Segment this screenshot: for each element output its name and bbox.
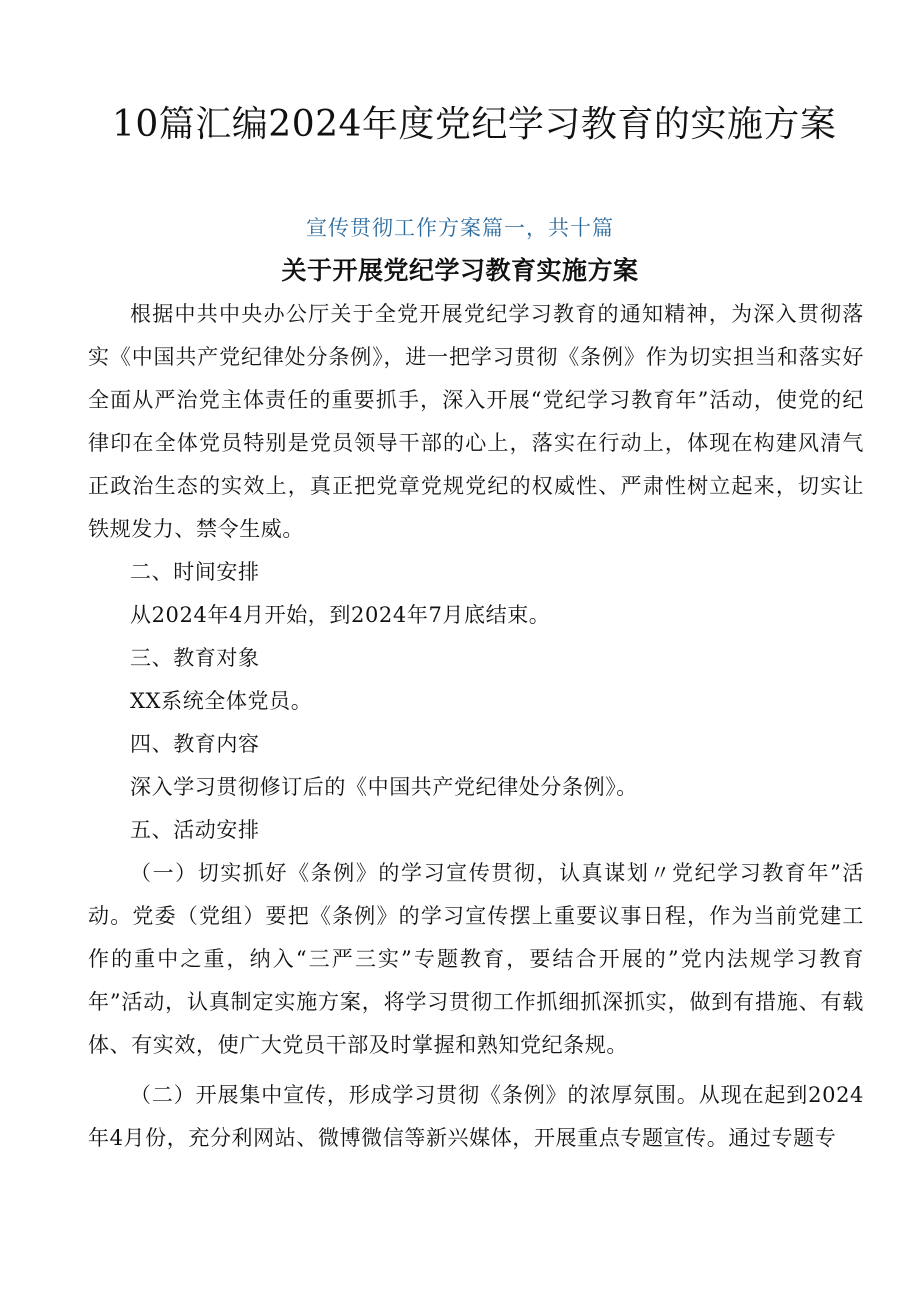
paragraph-content-body: 深入学习贯彻修订后的《中国共产党纪律处分条例》。 bbox=[130, 775, 638, 799]
paragraph-activity-heading: 五、活动安排 bbox=[130, 818, 260, 842]
document-subtitle: 宣传贯彻工作方案篇一，共十篇 bbox=[306, 216, 614, 240]
document-title: 10篇汇编2024年度党纪学习教育的实施方案 bbox=[112, 104, 837, 145]
section-heading: 关于开展党纪学习教育实施方案 bbox=[281, 256, 639, 285]
paragraph-content-heading: 四、教育内容 bbox=[130, 732, 260, 756]
paragraph-time-heading: 二、时间安排 bbox=[130, 560, 260, 584]
paragraph-activity-one: （一）切实抓好《条例》的学习宣传贯彻，认真谋划〃党纪学习教育年”活动。党委（党组）要把《条例》的学习宣传摆上重要议事日程，作为当前党建工作的重中之重，纳入“三严三实”专题教育，要结合开展的”党内法规学习教育年”活动，认真制定实施方案，将学习贯彻工作抓细抓深抓实，做到有措施、有载体、有实效，使广大党员干部及时掌握和熟知党纪条规。 bbox=[88, 861, 864, 1057]
paragraph-target-body: XX系统全体党员。 bbox=[130, 689, 313, 713]
paragraph-time-body: 从2024年4月开始，到2024年7月底结束。 bbox=[130, 603, 551, 627]
paragraph-intro: 根据中共中央办公厅关于全党开展党纪学习教育的通知精神，为深入贯彻落实《中国共产党纪律处分条例》，进一把学习贯彻《条例》作为切实担当和落实好全面从严治党主体责任的重要抓手，深入开展“党纪学习教育年”活动，使党的纪律印在全体党员特别是党员领导干部的心上，落实在行动上，体现在构建风清气正政治生态的实效上，真正把党章党规党纪的权威性、严肃性树立起来，切实让铁规发力、禁令生威。 bbox=[88, 302, 864, 541]
paragraph-target-heading: 三、教育对象 bbox=[130, 646, 260, 670]
paragraph-activity-two: （二）开展集中宣传，形成学习贯彻《条例》的浓厚氛围。从现在起到2024年4月份，充分利网站、微博微信等新兴媒体，开展重点专题宣传。通过专题专 bbox=[88, 1083, 864, 1150]
